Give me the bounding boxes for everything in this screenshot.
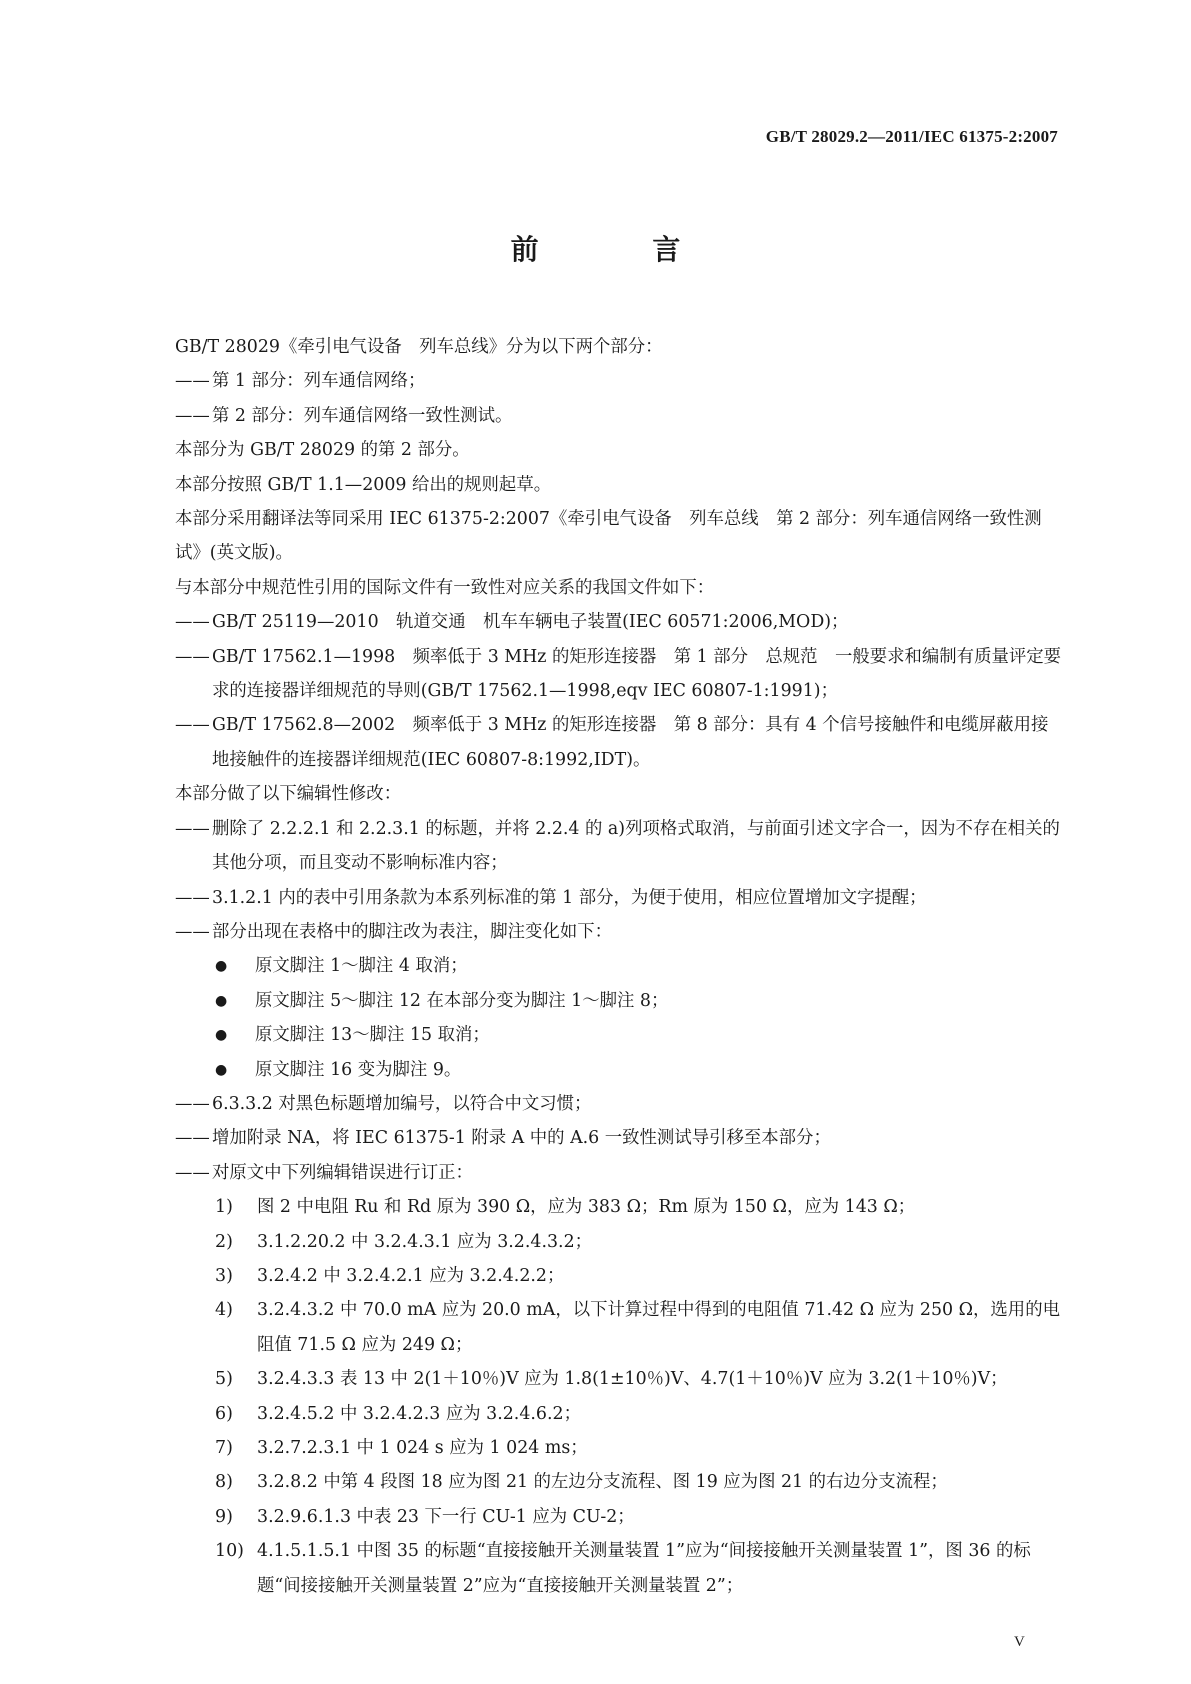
paragraph: 与本部分中规范性引用的国际文件有一致性对应关系的我国文件如下： bbox=[175, 577, 715, 598]
bullet-text: 原文脚注 13～脚注 15 取消； bbox=[255, 1025, 490, 1046]
errata-item bbox=[175, 1500, 1065, 1534]
errata-text: 图 2 中电阻 Ru 和 Rd 原为 390 Ω，应为 383 Ω；Rm 原为 150 Ω，应为 143 Ω； bbox=[257, 1197, 916, 1218]
bullet-icon: ● bbox=[215, 1061, 228, 1078]
errata-item bbox=[175, 1362, 1065, 1396]
errata-number: 1) bbox=[215, 1197, 233, 1218]
dash-mark: —— bbox=[175, 1128, 210, 1149]
errata-number: 3) bbox=[215, 1265, 233, 1286]
errata-number: 6) bbox=[215, 1403, 233, 1424]
list-item-text: 对原文中下列编辑错误进行订正： bbox=[212, 1162, 473, 1183]
errata-item bbox=[175, 1465, 1065, 1499]
errata-text: 3.2.4.2 中 3.2.4.2.1 应为 3.2.4.2.2； bbox=[257, 1265, 565, 1286]
paragraph: 本部分做了以下编辑性修改： bbox=[175, 784, 402, 805]
bullet-text: 原文脚注 16 变为脚注 9。 bbox=[255, 1059, 462, 1080]
list-item-text: GB/T 25119—2010 轨道交通 机车车辆电子装置(IEC 60571:2006,MOD)； bbox=[212, 612, 849, 633]
bullet-item bbox=[175, 1053, 1065, 1087]
bullet-item bbox=[175, 949, 1065, 983]
errata-text: 3.2.4.5.2 中 3.2.4.2.3 应为 3.2.4.6.2； bbox=[257, 1403, 581, 1424]
errata-item bbox=[175, 1397, 1065, 1431]
dash-mark: —— bbox=[175, 887, 210, 908]
list-item bbox=[175, 399, 1065, 433]
list-item bbox=[175, 708, 1065, 777]
errata-item bbox=[175, 1534, 1065, 1603]
errata-text: 3.2.4.3.3 表 13 中 2(1＋10％)V 应为 1.8(1±10％)V、4.7(1＋10％)V 应为 3.2(1＋10％)V； bbox=[257, 1369, 1008, 1390]
dash-mark: —— bbox=[175, 1093, 210, 1114]
errata-item bbox=[175, 1190, 1065, 1224]
standard-header: GB/T 28029.2—2011/IEC 61375-2:2007 bbox=[765, 127, 1058, 146]
errata-number: 2) bbox=[215, 1231, 233, 1252]
dash-mark: —— bbox=[175, 1162, 210, 1183]
paragraph-intro: GB/T 28029《牵引电气设备 列车总线》分为以下两个部分： bbox=[175, 337, 663, 357]
errata-item bbox=[175, 1293, 1065, 1362]
errata-text: 4.1.5.1.5.1 中图 35 的标题“直接接触开关测量装置 1”应为“间接接触开关测量装置 1”，图 36 的标题“间接接触开关测量装置 2”应为“直接接触开关测量装置 2”； bbox=[257, 1541, 1031, 1596]
bullet-icon: ● bbox=[215, 1027, 228, 1044]
list-item-text: 增加附录 NA，将 IEC 61375-1 附录 A 中的 A.6 一致性测试导引移至本部分； bbox=[212, 1128, 831, 1149]
list-item-text: 第 2 部分：列车通信网络一致性测试。 bbox=[212, 405, 513, 426]
list-item bbox=[175, 915, 1065, 949]
paragraph: 本部分为 GB/T 28029 的第 2 部分。 bbox=[175, 440, 470, 461]
errata-number: 4) bbox=[215, 1300, 233, 1321]
list-item bbox=[175, 1087, 1065, 1121]
errata-text: 3.2.7.2.3.1 中 1 024 s 应为 1 024 ms； bbox=[257, 1438, 588, 1458]
errata-number: 9) bbox=[215, 1506, 233, 1527]
paragraph: 本部分采用翻译法等同采用 IEC 61375-2:2007《牵引电气设备 列车总线 第 2 部分：列车通信网络一致性测试》(英文版)。 bbox=[175, 509, 1042, 564]
errata-item bbox=[175, 1259, 1065, 1293]
bullet-item bbox=[175, 984, 1065, 1018]
list-item-text: 部分出现在表格中的脚注改为表注，脚注变化如下： bbox=[212, 921, 612, 942]
bullet-text: 原文脚注 1～脚注 4 取消； bbox=[255, 956, 468, 977]
page-number: V bbox=[1014, 1634, 1025, 1650]
page-title: 前 言 bbox=[510, 233, 733, 266]
dash-mark: —— bbox=[175, 612, 210, 633]
list-item-text: 第 1 部分：列车通信网络； bbox=[212, 371, 426, 392]
dash-mark: —— bbox=[175, 371, 210, 392]
dash-mark: —— bbox=[175, 646, 210, 667]
list-item bbox=[175, 812, 1065, 881]
bullet-item bbox=[175, 1018, 1065, 1052]
errata-text: 3.2.9.6.1.3 中表 23 下一行 CU-1 应为 CU-2； bbox=[257, 1506, 635, 1527]
dash-mark: —— bbox=[175, 921, 210, 942]
list-item bbox=[175, 640, 1065, 709]
list-item bbox=[175, 1156, 1065, 1190]
errata-number: 10) bbox=[215, 1541, 244, 1562]
errata-list bbox=[175, 1190, 1065, 1603]
dash-mark: —— bbox=[175, 715, 210, 736]
errata-item bbox=[175, 1225, 1065, 1259]
list-item bbox=[175, 605, 1065, 639]
dash-mark: —— bbox=[175, 405, 210, 426]
list-item bbox=[175, 1121, 1065, 1155]
list-item bbox=[175, 364, 1065, 398]
list-item-text: 删除了 2.2.2.1 和 2.2.3.1 的标题，并将 2.2.4 的 a)列项格式取消，与前面引述文字合一，因为不存在相关的其他分项，而且变动不影响标准内容； bbox=[212, 818, 1060, 874]
list-item-text: 3.1.2.1 内的表中引用条款为本系列标准的第 1 部分，为便于使用，相应位置增加文字提醒； bbox=[212, 887, 927, 908]
list-item-text: GB/T 17562.8—2002 频率低于 3 MHz 的矩形连接器 第 8 部分：具有 4 个信号接触件和电缆屏蔽用接地接触件的连接器详细规范(IEC 60807-8:1992,IDT)。 bbox=[212, 715, 1049, 770]
dash-mark: —— bbox=[175, 818, 210, 839]
errata-text: 3.2.4.3.2 中 70.0 mA 应为 20.0 mA，以下计算过程中得到的电阻值 71.42 Ω 应为 250 Ω，选用的电阻值 71.5 Ω 应为 249 Ω； bbox=[257, 1300, 1060, 1355]
bullet-text: 原文脚注 5～脚注 12 在本部分变为脚注 1～脚注 8； bbox=[255, 990, 669, 1011]
errata-text: 3.1.2.20.2 中 3.2.4.3.1 应为 3.2.4.3.2； bbox=[257, 1231, 593, 1252]
errata-text: 3.2.8.2 中第 4 段图 18 应为图 21 的左边分支流程、图 19 应为图 21 的右边分支流程； bbox=[257, 1472, 948, 1493]
bullet-icon: ● bbox=[215, 992, 228, 1009]
paragraph: 本部分按照 GB/T 1.1—2009 给出的规则起草。 bbox=[175, 474, 552, 495]
errata-number: 8) bbox=[215, 1472, 233, 1493]
list-item bbox=[175, 881, 1065, 915]
document-body bbox=[175, 330, 1065, 1603]
errata-item bbox=[175, 1431, 1065, 1465]
errata-number: 7) bbox=[215, 1438, 233, 1458]
bullet-icon: ● bbox=[215, 958, 228, 975]
errata-number: 5) bbox=[215, 1369, 233, 1390]
list-item-text: GB/T 17562.1—1998 频率低于 3 MHz 的矩形连接器 第 1 部分 总规范 一般要求和编制有质量评定要求的连接器详细规范的导则(GB/T 17562.1—1998,eqv IEC 60807-1:1991)； bbox=[212, 646, 1062, 702]
list-item-text: 6.3.3.2 对黑色标题增加编号，以符合中文习惯； bbox=[212, 1093, 592, 1114]
